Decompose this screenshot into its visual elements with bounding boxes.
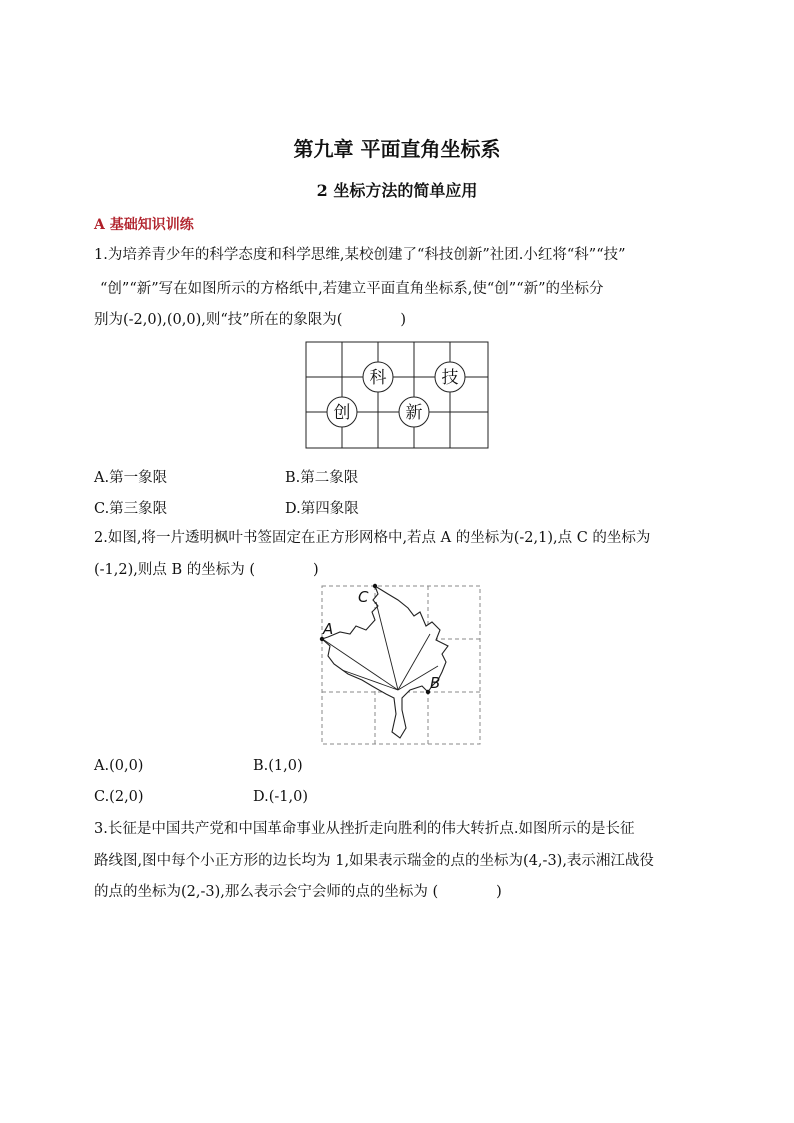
q2-point-c: [373, 584, 377, 588]
q1-option-b: B.第二象限: [285, 470, 359, 486]
question-3-line-3: 的点的坐标为(2,-3),那么表示会宁会师的点的坐标为 ( ): [94, 884, 502, 900]
question-1-line-3: 别为(-2,0),(0,0),则“技”所在的象限为( ): [94, 312, 407, 328]
q1-label-chuang: 创: [333, 403, 351, 423]
q2-option-c: C.(2,0): [94, 789, 144, 805]
q2-label-c: C: [358, 588, 369, 606]
q2-option-b: B.(1,0): [253, 758, 303, 774]
question-1-line-2: “创”“新”写在如图所示的方格纸中,若建立平面直角坐标系,使“创”“新”的坐标分: [100, 281, 604, 297]
question-3-line-2: 路线图,图中每个小正方形的边长均为 1,如果表示瑞金的点的坐标为(4,-3),表示湘江战役: [94, 853, 654, 869]
chapter-title: 第九章 平面直角坐标系: [293, 137, 501, 161]
q2-label-a: A: [323, 620, 334, 638]
section-label: A 基础知识训练: [94, 217, 194, 233]
question-2-line-1: 2.如图,将一片透明枫叶书签固定在正方形网格中,若点 A 的坐标为(-2,1),点 C 的坐标为: [94, 530, 651, 546]
q2-option-a: A.(0,0): [94, 758, 144, 774]
q1-option-c: C.第三象限: [94, 501, 168, 517]
question-2-line-2: (-1,2),则点 B 的坐标为 ( ): [94, 562, 319, 578]
q1-label-xin: 新: [405, 403, 423, 423]
q2-label-b: B: [430, 674, 441, 692]
question-1-line-1: 1.为培养青少年的科学态度和科学思维,某校创建了“科技创新”社团.小红将“科”“技”: [94, 247, 626, 263]
q2-option-d: D.(-1,0): [253, 789, 308, 805]
q2-maple-leaf: [322, 586, 448, 738]
q2-maple-leaf-figure: [318, 582, 484, 748]
q1-grid-figure: [305, 341, 489, 449]
question-3-line-1: 3.长征是中国共产党和中国革命事业从挫折走向胜利的伟大转折点.如图所示的是长征: [94, 821, 635, 837]
q1-label-ji: 技: [441, 368, 459, 388]
q1-option-d: D.第四象限: [285, 501, 359, 517]
q1-label-ke: 科: [369, 368, 387, 388]
q1-option-a: A.第一象限: [94, 470, 168, 486]
q1-grid-lines: [306, 342, 488, 448]
lesson-title: 2 坐标方法的简单应用: [316, 181, 478, 200]
